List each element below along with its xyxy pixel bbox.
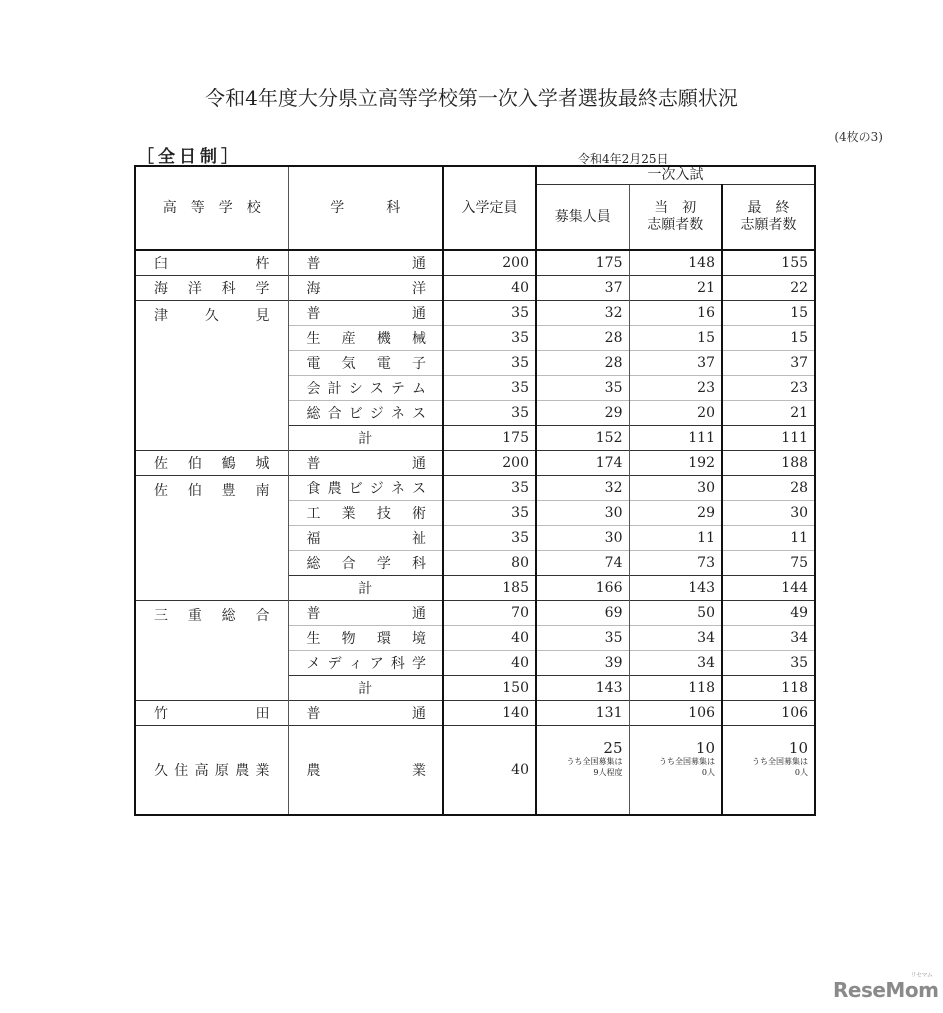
subtotal-recruit: 143 bbox=[536, 676, 629, 701]
recruit-value: 32 bbox=[536, 301, 629, 326]
department-name-char: 物 bbox=[341, 631, 356, 647]
capacity-value: 35 bbox=[443, 376, 536, 401]
header-recruit: 募集人員 bbox=[536, 185, 629, 251]
header-capacity: 入学定員 bbox=[443, 166, 536, 250]
capacity-value: 40 bbox=[443, 651, 536, 676]
subtotal-label: 計 bbox=[288, 676, 443, 701]
subtotal-initial: 143 bbox=[629, 576, 722, 601]
recruit-value: 35 bbox=[536, 626, 629, 651]
school-name bbox=[135, 726, 288, 816]
final-applicants-value: 155 bbox=[722, 250, 815, 276]
initial-applicants-value: 34 bbox=[629, 626, 722, 651]
department-name-char: ビ bbox=[348, 481, 363, 497]
recruit-value: 30 bbox=[536, 526, 629, 551]
department-name-char: 子 bbox=[411, 356, 426, 372]
school-name-char: 津 bbox=[154, 308, 168, 324]
department-name-char: 術 bbox=[411, 506, 426, 522]
department-name bbox=[288, 351, 443, 376]
department-name bbox=[288, 651, 443, 676]
department-name-char: 科 bbox=[411, 556, 426, 572]
department-name-char: 普 bbox=[306, 306, 321, 322]
capacity-value: 35 bbox=[443, 476, 536, 501]
recruit-value: 39 bbox=[536, 651, 629, 676]
school-name-char: 学 bbox=[255, 281, 270, 297]
recruit-value: 37 bbox=[536, 276, 629, 301]
department-name bbox=[288, 526, 443, 551]
capacity-value: 35 bbox=[443, 326, 536, 351]
table-row bbox=[135, 726, 815, 816]
recruit-value: 28 bbox=[536, 351, 629, 376]
department-name bbox=[288, 626, 443, 651]
department-name-char: 通 bbox=[412, 606, 426, 622]
resemom-logo bbox=[833, 972, 939, 1002]
final-applicants-value: 106 bbox=[722, 701, 815, 726]
header-final-applicants bbox=[722, 185, 815, 251]
school-name-char: 久 bbox=[204, 308, 219, 324]
school-name-char: 農 bbox=[235, 763, 250, 779]
header-final-line1: 最 終 bbox=[747, 200, 790, 216]
logo-text: ReseMom bbox=[833, 978, 939, 1002]
department-name-char: 機 bbox=[376, 331, 391, 347]
header-final-line2: 志願者数 bbox=[740, 217, 797, 233]
school-name-char: 科 bbox=[221, 281, 236, 297]
initial-number: 10 bbox=[695, 739, 715, 757]
initial-note-count: 0人 bbox=[701, 768, 715, 777]
recruit-value: 69 bbox=[536, 601, 629, 626]
department-name-char: 業 bbox=[412, 763, 426, 779]
table-row bbox=[135, 476, 815, 501]
recruit-value: 131 bbox=[536, 701, 629, 726]
department-name bbox=[288, 701, 443, 726]
department-name-char: 生 bbox=[306, 631, 321, 647]
final-applicants-value: 21 bbox=[722, 401, 815, 426]
section-label: ［全日制］ bbox=[137, 147, 242, 167]
final-applicants-value: 28 bbox=[722, 476, 815, 501]
initial-applicants-value: 29 bbox=[629, 501, 722, 526]
initial-applicants-value: 30 bbox=[629, 476, 722, 501]
department-name-char: 普 bbox=[306, 456, 321, 472]
department-name-char: ネ bbox=[390, 406, 405, 422]
department-name-char: ム bbox=[411, 381, 426, 397]
recruit-value: 29 bbox=[536, 401, 629, 426]
logo-kana: リセマム bbox=[910, 972, 933, 979]
subtotal-initial: 118 bbox=[629, 676, 722, 701]
recruit-value: 175 bbox=[536, 250, 629, 276]
initial-applicants-value: 37 bbox=[629, 351, 722, 376]
department-name-char: 合 bbox=[341, 556, 356, 572]
department-name-char: 普 bbox=[306, 606, 321, 622]
table-row bbox=[135, 451, 815, 476]
department-name bbox=[288, 376, 443, 401]
department-name bbox=[288, 276, 443, 301]
department-name bbox=[288, 326, 443, 351]
initial-note: うち全国募集は bbox=[659, 757, 715, 766]
final-applicants-value: 49 bbox=[722, 601, 815, 626]
table-row bbox=[135, 276, 815, 301]
school-name-char: 伯 bbox=[187, 483, 202, 499]
department-name bbox=[288, 301, 443, 326]
final-applicants-value: 22 bbox=[722, 276, 815, 301]
final-number: 10 bbox=[788, 739, 809, 757]
final-applicants-value: 188 bbox=[722, 451, 815, 476]
document-title: 令和4年度大分県立高等学校第一次入学者選抜最終志願状況 bbox=[205, 86, 738, 110]
school-name-char: 合 bbox=[255, 608, 270, 624]
capacity-value: 40 bbox=[443, 276, 536, 301]
table-body bbox=[135, 250, 815, 815]
school-name-char: 伯 bbox=[187, 456, 202, 472]
capacity-value: 80 bbox=[443, 551, 536, 576]
school-name bbox=[135, 276, 288, 301]
capacity-value: 200 bbox=[443, 451, 536, 476]
subtotal-final: 111 bbox=[722, 426, 815, 451]
table-row bbox=[135, 601, 815, 626]
initial-applicants-value: 11 bbox=[629, 526, 722, 551]
final-applicants-value: 75 bbox=[722, 551, 815, 576]
department-name bbox=[288, 451, 443, 476]
subtotal-capacity: 150 bbox=[443, 676, 536, 701]
recruit-note: うち全国募集は bbox=[566, 757, 623, 766]
department-name bbox=[288, 551, 443, 576]
department-name-char: 械 bbox=[411, 331, 426, 347]
table-row bbox=[135, 250, 815, 276]
final-applicants-value: 11 bbox=[722, 526, 815, 551]
initial-value bbox=[629, 726, 722, 816]
final-applicants-value: 37 bbox=[722, 351, 815, 376]
department-name-char: メ bbox=[306, 656, 321, 672]
school-name bbox=[135, 476, 288, 601]
department-name-char: 総 bbox=[306, 406, 321, 422]
final-applicants-value: 34 bbox=[722, 626, 815, 651]
capacity-value: 70 bbox=[443, 601, 536, 626]
department-name-char: 技 bbox=[376, 506, 391, 522]
department-name-char: 業 bbox=[341, 506, 356, 522]
recruit-number: 25 bbox=[603, 739, 623, 757]
school-name bbox=[135, 601, 288, 701]
initial-applicants-value: 16 bbox=[629, 301, 722, 326]
final-applicants-value: 15 bbox=[722, 301, 815, 326]
recruit-value: 74 bbox=[536, 551, 629, 576]
department-name-char: 通 bbox=[412, 456, 426, 472]
initial-applicants-value: 34 bbox=[629, 651, 722, 676]
school-name-char: 業 bbox=[255, 763, 270, 779]
subtotal-capacity: 175 bbox=[443, 426, 536, 451]
capacity-value: 140 bbox=[443, 701, 536, 726]
school-name-char: 総 bbox=[221, 608, 236, 624]
capacity-value: 40 bbox=[443, 726, 536, 816]
initial-applicants-value: 106 bbox=[629, 701, 722, 726]
header-initial-line2: 志願者数 bbox=[647, 217, 704, 233]
department-name-char: 環 bbox=[376, 631, 391, 647]
initial-applicants-value: 73 bbox=[629, 551, 722, 576]
school-name-char: 原 bbox=[214, 763, 229, 779]
department-name-char: 科 bbox=[390, 656, 405, 672]
school-name bbox=[135, 701, 288, 726]
initial-applicants-value: 21 bbox=[629, 276, 722, 301]
table-row bbox=[135, 701, 815, 726]
department-name-char: 通 bbox=[412, 306, 426, 322]
school-name-char: 臼 bbox=[154, 256, 168, 272]
header-initial-applicants bbox=[629, 185, 722, 251]
department-name-char: 普 bbox=[306, 706, 321, 722]
final-note-count: 0人 bbox=[794, 768, 809, 777]
school-name-char: 杵 bbox=[255, 256, 270, 272]
capacity-value: 35 bbox=[443, 301, 536, 326]
header-first-exam: 一次入試 bbox=[536, 166, 815, 185]
recruit-value bbox=[536, 726, 629, 816]
initial-applicants-value: 50 bbox=[629, 601, 722, 626]
department-name bbox=[288, 501, 443, 526]
department-name-char: テ bbox=[390, 381, 405, 397]
department-name-char: 会 bbox=[306, 381, 321, 397]
initial-applicants-value: 148 bbox=[629, 250, 722, 276]
school-name-char: 重 bbox=[187, 608, 202, 624]
school-name-char: 住 bbox=[174, 763, 189, 779]
header-department: 学 科 bbox=[288, 166, 443, 250]
department-name-char: 総 bbox=[306, 556, 321, 572]
header-school: 高 等 学 校 bbox=[135, 166, 288, 250]
final-applicants-value: 23 bbox=[722, 376, 815, 401]
department-name-char: 計 bbox=[327, 381, 342, 397]
department-name-char: デ bbox=[327, 656, 342, 672]
department-name bbox=[288, 601, 443, 626]
initial-applicants-value: 20 bbox=[629, 401, 722, 426]
department-name-char: 通 bbox=[412, 256, 426, 272]
department-name bbox=[288, 401, 443, 426]
school-name-char: 佐 bbox=[154, 483, 168, 499]
recruit-value: 30 bbox=[536, 501, 629, 526]
department-name-char: 電 bbox=[306, 356, 321, 372]
department-name-char: シ bbox=[348, 381, 363, 397]
applicant-status-table bbox=[134, 165, 816, 816]
department-name-char: 福 bbox=[306, 531, 321, 547]
department-name-char: 気 bbox=[341, 356, 356, 372]
initial-applicants-value: 23 bbox=[629, 376, 722, 401]
capacity-value: 35 bbox=[443, 401, 536, 426]
department-name-char: ィ bbox=[348, 656, 363, 672]
school-name bbox=[135, 451, 288, 476]
department-name-char: ス bbox=[411, 481, 426, 497]
table-row bbox=[135, 301, 815, 326]
capacity-value: 35 bbox=[443, 526, 536, 551]
sheet-number: (4枚の3) bbox=[834, 130, 883, 144]
school-name-char: 洋 bbox=[187, 281, 202, 297]
final-applicants-value: 15 bbox=[722, 326, 815, 351]
department-name-char: 海 bbox=[306, 281, 321, 297]
school-name-char: 鶴 bbox=[221, 456, 236, 472]
school-name-char: 海 bbox=[154, 281, 168, 297]
school-name-char: 見 bbox=[255, 308, 270, 324]
department-name-char: ネ bbox=[390, 481, 405, 497]
department-name-char: 境 bbox=[411, 631, 426, 647]
department-name-char: 普 bbox=[306, 256, 321, 272]
recruit-value: 35 bbox=[536, 376, 629, 401]
school-name-char: 南 bbox=[255, 483, 270, 499]
school-name-char: 佐 bbox=[154, 456, 168, 472]
capacity-value: 35 bbox=[443, 501, 536, 526]
department-name-char: 合 bbox=[327, 406, 342, 422]
department-name-char: ジ bbox=[369, 481, 384, 497]
school-name-char: 三 bbox=[154, 608, 168, 624]
department-name-char: 農 bbox=[306, 763, 321, 779]
school-name bbox=[135, 301, 288, 451]
department-name-char: ス bbox=[411, 406, 426, 422]
school-name-char: 城 bbox=[255, 456, 270, 472]
department-name-char: 通 bbox=[412, 706, 426, 722]
final-applicants-value: 35 bbox=[722, 651, 815, 676]
school-name-char: 竹 bbox=[154, 706, 168, 722]
department-name-char: 洋 bbox=[412, 281, 426, 297]
department-name-char: 工 bbox=[306, 506, 321, 522]
department-name bbox=[288, 726, 443, 816]
report-date: 令和4年2月25日 bbox=[578, 152, 669, 166]
department-name-char: ジ bbox=[369, 406, 384, 422]
subtotal-initial: 111 bbox=[629, 426, 722, 451]
subtotal-final: 118 bbox=[722, 676, 815, 701]
recruit-value: 28 bbox=[536, 326, 629, 351]
department-name-char: 電 bbox=[376, 356, 391, 372]
subtotal-label: 計 bbox=[288, 426, 443, 451]
department-name-char: ス bbox=[369, 381, 384, 397]
school-name-char: 田 bbox=[255, 706, 270, 722]
capacity-value: 200 bbox=[443, 250, 536, 276]
subtotal-capacity: 185 bbox=[443, 576, 536, 601]
department-name-char: 生 bbox=[306, 331, 321, 347]
school-name bbox=[135, 250, 288, 276]
final-note: うち全国募集は bbox=[752, 757, 809, 766]
subtotal-label: 計 bbox=[288, 576, 443, 601]
capacity-value: 40 bbox=[443, 626, 536, 651]
recruit-value: 32 bbox=[536, 476, 629, 501]
department-name-char: 食 bbox=[306, 481, 321, 497]
department-name-char: 祉 bbox=[412, 531, 426, 547]
initial-applicants-value: 15 bbox=[629, 326, 722, 351]
initial-applicants-value: 192 bbox=[629, 451, 722, 476]
department-name-char: 産 bbox=[341, 331, 356, 347]
capacity-value: 35 bbox=[443, 351, 536, 376]
school-name-char: 久 bbox=[154, 763, 168, 779]
department-name bbox=[288, 250, 443, 276]
department-name-char: ビ bbox=[348, 406, 363, 422]
department-name-char: 学 bbox=[411, 656, 426, 672]
recruit-note-count: 9人程度 bbox=[593, 768, 623, 777]
department-name bbox=[288, 476, 443, 501]
subtotal-recruit: 152 bbox=[536, 426, 629, 451]
school-name-char: 豊 bbox=[221, 483, 236, 499]
department-name-char: 学 bbox=[376, 556, 391, 572]
final-value bbox=[722, 726, 815, 816]
subtotal-recruit: 166 bbox=[536, 576, 629, 601]
subtotal-final: 144 bbox=[722, 576, 815, 601]
final-applicants-value: 30 bbox=[722, 501, 815, 526]
school-name-char: 高 bbox=[194, 763, 209, 779]
header-initial-line1: 当 初 bbox=[654, 200, 697, 216]
recruit-value: 174 bbox=[536, 451, 629, 476]
department-name-char: 農 bbox=[327, 481, 342, 497]
department-name-char: ア bbox=[369, 656, 384, 672]
